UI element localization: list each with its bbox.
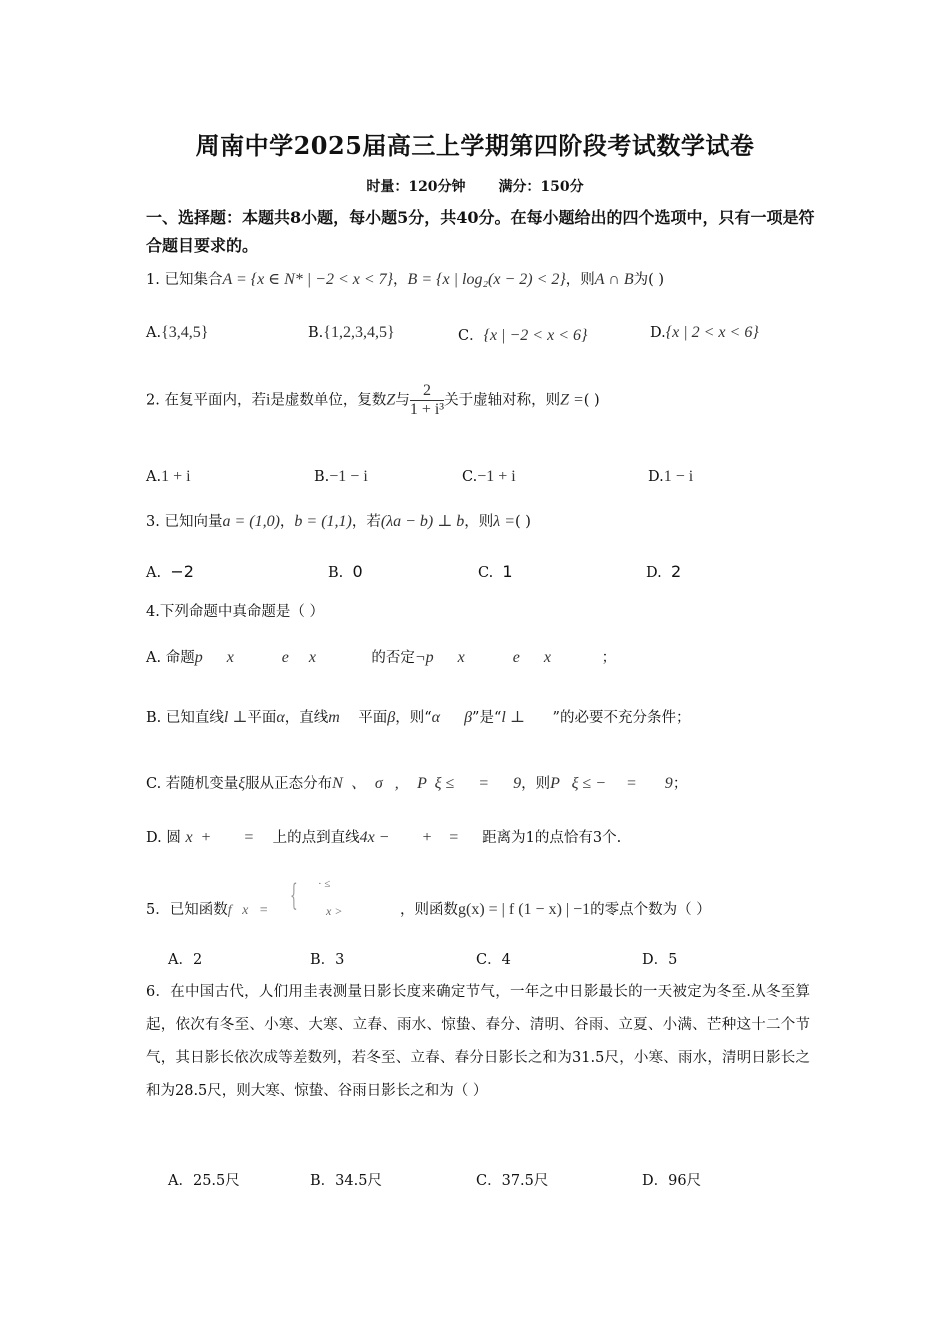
section-heading: 一、选择题：本题共8小题，每小题5分，共40分。在每小题给出的四个选项中，只有一项是符合题目要求的。 [146, 208, 815, 255]
q1-suffix: 为( ) [633, 272, 665, 288]
q3-condition: (λa − b) ⊥ b [380, 513, 465, 530]
q2-option-a-value: 1 + i [161, 468, 191, 485]
q2-i: i [265, 391, 271, 409]
q5-function-g: g(x) = | f (1 − x) | −1 [458, 901, 591, 918]
question-2 [146, 382, 600, 419]
q3-option-d-value: 2 [670, 562, 682, 581]
q3-prefix: 3. 已知向量 [146, 514, 223, 530]
q1-set-a: A = {x ∈ N* | −2 < x < 7} [222, 271, 394, 288]
q4-option-b: B. 已知直线l ⊥平面α，直线m 平面β，则“α β”是“l ⊥ ”的必要不充分条件； [146, 709, 691, 726]
q3-lambda: λ = [493, 513, 516, 530]
q6-option-b: B．34.5尺 [310, 1173, 382, 1189]
q2-option-c: C.−1 + i [462, 468, 516, 485]
q5-function-f: f x = [227, 903, 269, 918]
q4a-proposition: p x e x [194, 649, 317, 666]
q2-z-eq: Z = [560, 391, 584, 409]
q2-option-b-value: −1 − i [329, 468, 368, 485]
q5-case-1: · ≤ [318, 878, 331, 890]
question-1 [146, 268, 664, 289]
q4-option-a: A. 命题p x e x 的否定¬p x e x ； [146, 649, 617, 666]
q3-option-c: C. 1 [478, 562, 513, 581]
q2-frac-num: 2 [410, 382, 444, 401]
q3-option-b-value: 0 [352, 562, 363, 581]
q1-option-d: D.{x | 2 < x < 6} [650, 324, 759, 341]
q2-fraction [410, 382, 444, 419]
q4-option-c: C. 若随机变量ξ服从正态分布N 、 σ , P ξ ≤ = 9，则P ξ ≤ − = 9； [146, 775, 688, 792]
q3-suffix: ( ) [515, 514, 531, 530]
q1-option-a-value: {3,4,5} [161, 324, 209, 341]
q1-option-c-value: {x | −2 < x < 6} [483, 327, 588, 344]
q5-option-a: A．2 [168, 952, 203, 968]
q1-comma: ， [393, 272, 408, 288]
q5-option-c: C．4 [476, 952, 511, 968]
q2-option-d: D.1 − i [648, 468, 694, 485]
page-title: 周南中学2025届高三上学期第四阶段考试数学试卷 [195, 131, 755, 160]
q2-suffix: ( ) [583, 392, 600, 409]
time-limit: 时量：120分钟 [366, 179, 466, 195]
q2-z: Z [386, 391, 396, 409]
q1-option-a: A.{3,4,5} [146, 324, 209, 341]
q1-mid: ，则 [565, 272, 595, 288]
q1-option-b-value: {1,2,3,4,5} [323, 324, 395, 341]
question-4-stem: 4.下列命题中真命题是（ ） [146, 604, 324, 620]
q3-option-b: B. 0 [328, 562, 363, 581]
question-5: 5．已知函数f x = [146, 902, 269, 918]
q5-option-b: B．3 [310, 952, 345, 968]
q2-option-c-value: −1 + i [477, 468, 516, 485]
q6-option-a: A．25.5尺 [168, 1173, 240, 1189]
q1-option-d-value: {x | 2 < x < 6} [665, 324, 759, 341]
q2-option-b: B.−1 − i [314, 468, 368, 485]
q3-vector-a: a = (1,0) [222, 513, 280, 530]
q3-option-c-value: 1 [502, 562, 513, 581]
q1-option-c: C．{x | −2 < x < 6} [458, 327, 588, 344]
question-5-cont: ，则函数g(x) = | f (1 − x) | −1的零点个数为（ ） [400, 901, 711, 918]
q2-mid1: 是虚数单位，复数 [270, 392, 387, 409]
q2-mid2: 与 [395, 392, 410, 409]
q1-prefix: 1. 已知集合 [146, 272, 223, 288]
exam-info [0, 176, 950, 196]
question-6: 6．在中国古代，人们用圭表测量日影长度来确定节气，一年之中日影最长的一天被定为冬至.从冬至算起，依次有冬至、小寒、大寒、立春、雨水、惊蛰、春分、清明、谷雨、立夏、小满、芒种这十二个节气，其日影长依次成等差数列，若冬至、立春、春分日影长之和为31.5尺，小寒、雨水，清明日影长之和为28.5尺，则大寒、惊蛰、谷雨日影长之和为（ ） [146, 984, 810, 1099]
q4a-negation: ¬p x e x [414, 649, 551, 666]
q1-expr: A ∩ B [594, 271, 634, 288]
q3-option-a-value: −2 [170, 562, 194, 581]
q5-case-2: x > [326, 904, 343, 918]
q3-option-d: D. 2 [646, 562, 682, 581]
question-3: 3. 已知向量a = (1,0)，b = (1,1)，若(λa − b) ⊥ b，则λ =( ) [146, 513, 531, 530]
q2-option-d-value: 1 − i [663, 468, 694, 485]
q2-frac-den: 1 + i³ [409, 401, 445, 418]
q3-vector-b: b = (1,1) [294, 513, 352, 530]
q2-prefix: 2. 在复平面内，若 [146, 392, 266, 409]
q4-option-d: D. 圆 x + = 上的点到直线4x − + = 距离为1的点恰有3个. [146, 829, 622, 846]
q2-mid3: 关于虚轴对称，则 [444, 392, 561, 409]
full-score: 满分：150分 [498, 179, 584, 195]
q3-option-a: A. −2 [146, 562, 194, 581]
q1-set-b: B = {x | log₂(x − 2) < 2} [407, 271, 566, 288]
q1-option-b: B.{1,2,3,4,5} [308, 324, 395, 341]
q6-option-d: D．96尺 [642, 1173, 702, 1189]
piecewise-brace: { [290, 878, 298, 913]
q2-option-a: A.1 + i [146, 468, 191, 485]
q5-option-d: D．5 [642, 952, 678, 968]
q6-option-c: C．37.5尺 [476, 1173, 549, 1189]
